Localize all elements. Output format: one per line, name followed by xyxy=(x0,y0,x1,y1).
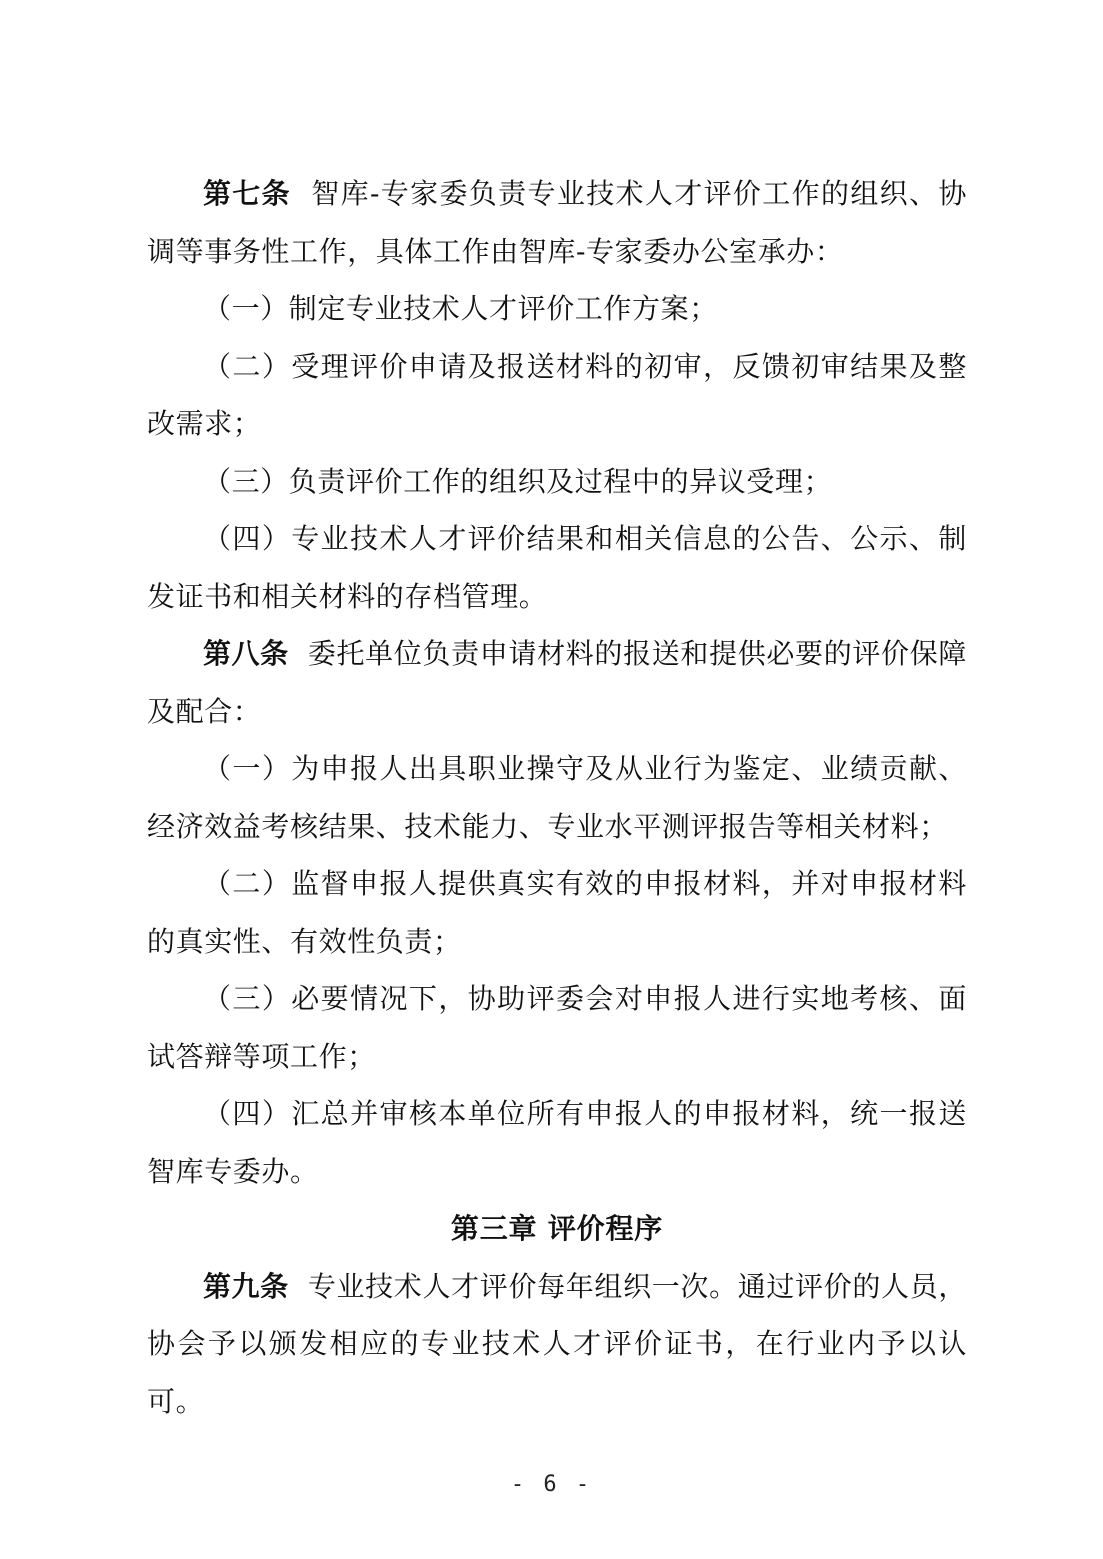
article-8-heading: 第八条 xyxy=(203,637,289,670)
article-8-item-3: （三）必要情况下，协助评委会对申报人进行实地考核、面试答辩等项工作； xyxy=(147,982,967,1073)
article-8-item-2: （二）监督申报人提供真实有效的申报材料，并对申报材料的真实性、有效性负责； xyxy=(147,867,967,958)
article-7-item-3: （三）负责评价工作的组织及过程中的异议受理； xyxy=(203,464,833,498)
article-9-heading: 第九条 xyxy=(203,1269,289,1303)
article-9-text: 专业技术人才评价每年组织一次。通过评价的人员，协会予以颁发相应的专业技术人才评价证书，在行业内予以认可。 xyxy=(147,1269,967,1418)
article-9-paragraph xyxy=(147,1258,967,1431)
chapter-3-title: 第三章 评价程序 xyxy=(450,1212,664,1245)
article-8-paragraph xyxy=(147,625,967,740)
article-7-item-2: （二）受理评价申请及报送材料的初审，反馈初审结果及整改需求； xyxy=(147,349,967,440)
article-7-heading: 第七条 xyxy=(203,177,291,210)
page-body xyxy=(147,165,967,1430)
article-8-text: 委托单位负责申请材料的报送和提供必要的评价保障及配合： xyxy=(147,637,967,728)
page-number: - 6 - xyxy=(510,1472,593,1497)
article-8-item-4: （四）汇总并审核本单位所有申报人的申报材料，统一报送智库专委办。 xyxy=(147,1097,967,1188)
article-7-paragraph xyxy=(147,165,967,280)
article-7-item-1: （一）制定专业技术人才评价工作方案； xyxy=(203,292,718,325)
article-8-item-1: （一）为申报人出具职业操守及从业行为鉴定、业绩贡献、经济效益考核结果、技术能力、专业水平测评报告等相关材料； xyxy=(147,752,967,843)
article-7-item-4: （四）专业技术人才评价结果和相关信息的公告、公示、制发证书和相关材料的存档管理。 xyxy=(147,522,967,613)
article-7-text: 智库-专家委负责专业技术人才评价工作的组织、协调等事务性工作，具体工作由智库-专家委办公室承办： xyxy=(147,177,967,268)
